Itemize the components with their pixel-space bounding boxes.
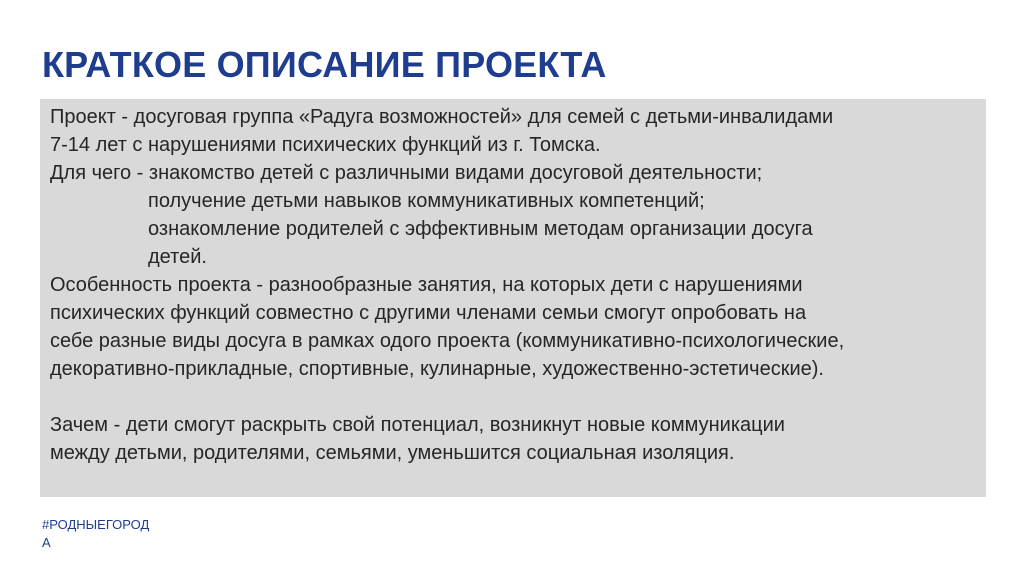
paragraph-gap — [50, 383, 976, 411]
reason-line: Зачем - дети смогут раскрыть свой потенциал, возникнут новые коммуникации — [50, 414, 785, 436]
purpose-line: ознакомление родителей с эффективным методам организации досуга — [148, 218, 813, 240]
feature-line: Особенность проекта - разнообразные занятия, на которых дети с нарушениями — [50, 274, 803, 296]
slide-title: КРАТКОЕ ОПИСАНИЕ ПРОЕКТА — [42, 44, 607, 85]
description-line: Проект - досуговая группа «Радуга возможностей» для семей с детьми-инвалидами — [50, 106, 834, 128]
feature-line: себе разные виды досуга в рамках одого проекта (коммуникативно-психологические, — [50, 330, 845, 352]
reason-line: между детьми, родителями, семьями, уменьшится социальная изоляция. — [50, 442, 735, 464]
project-description-box — [40, 99, 986, 497]
purpose-line: Для чего - знакомство детей с различными видами досуговой деятельности; — [50, 162, 763, 184]
hashtag — [42, 516, 182, 552]
purpose-line: детей. — [148, 246, 207, 268]
hashtag-line: А — [42, 535, 51, 550]
description-line: 7-14 лет с нарушениями психических функций из г. Томска. — [50, 134, 601, 156]
purpose-line: получение детьми навыков коммуникативных компетенций; — [148, 190, 705, 212]
feature-line: психических функций совместно с другими членами семьи смогут опробовать на — [50, 302, 807, 324]
hashtag-line: #РОДНЫЕГОРОД — [42, 517, 150, 532]
feature-line: декоративно-прикладные, спортивные, кулинарные, художественно-эстетические). — [50, 358, 824, 380]
